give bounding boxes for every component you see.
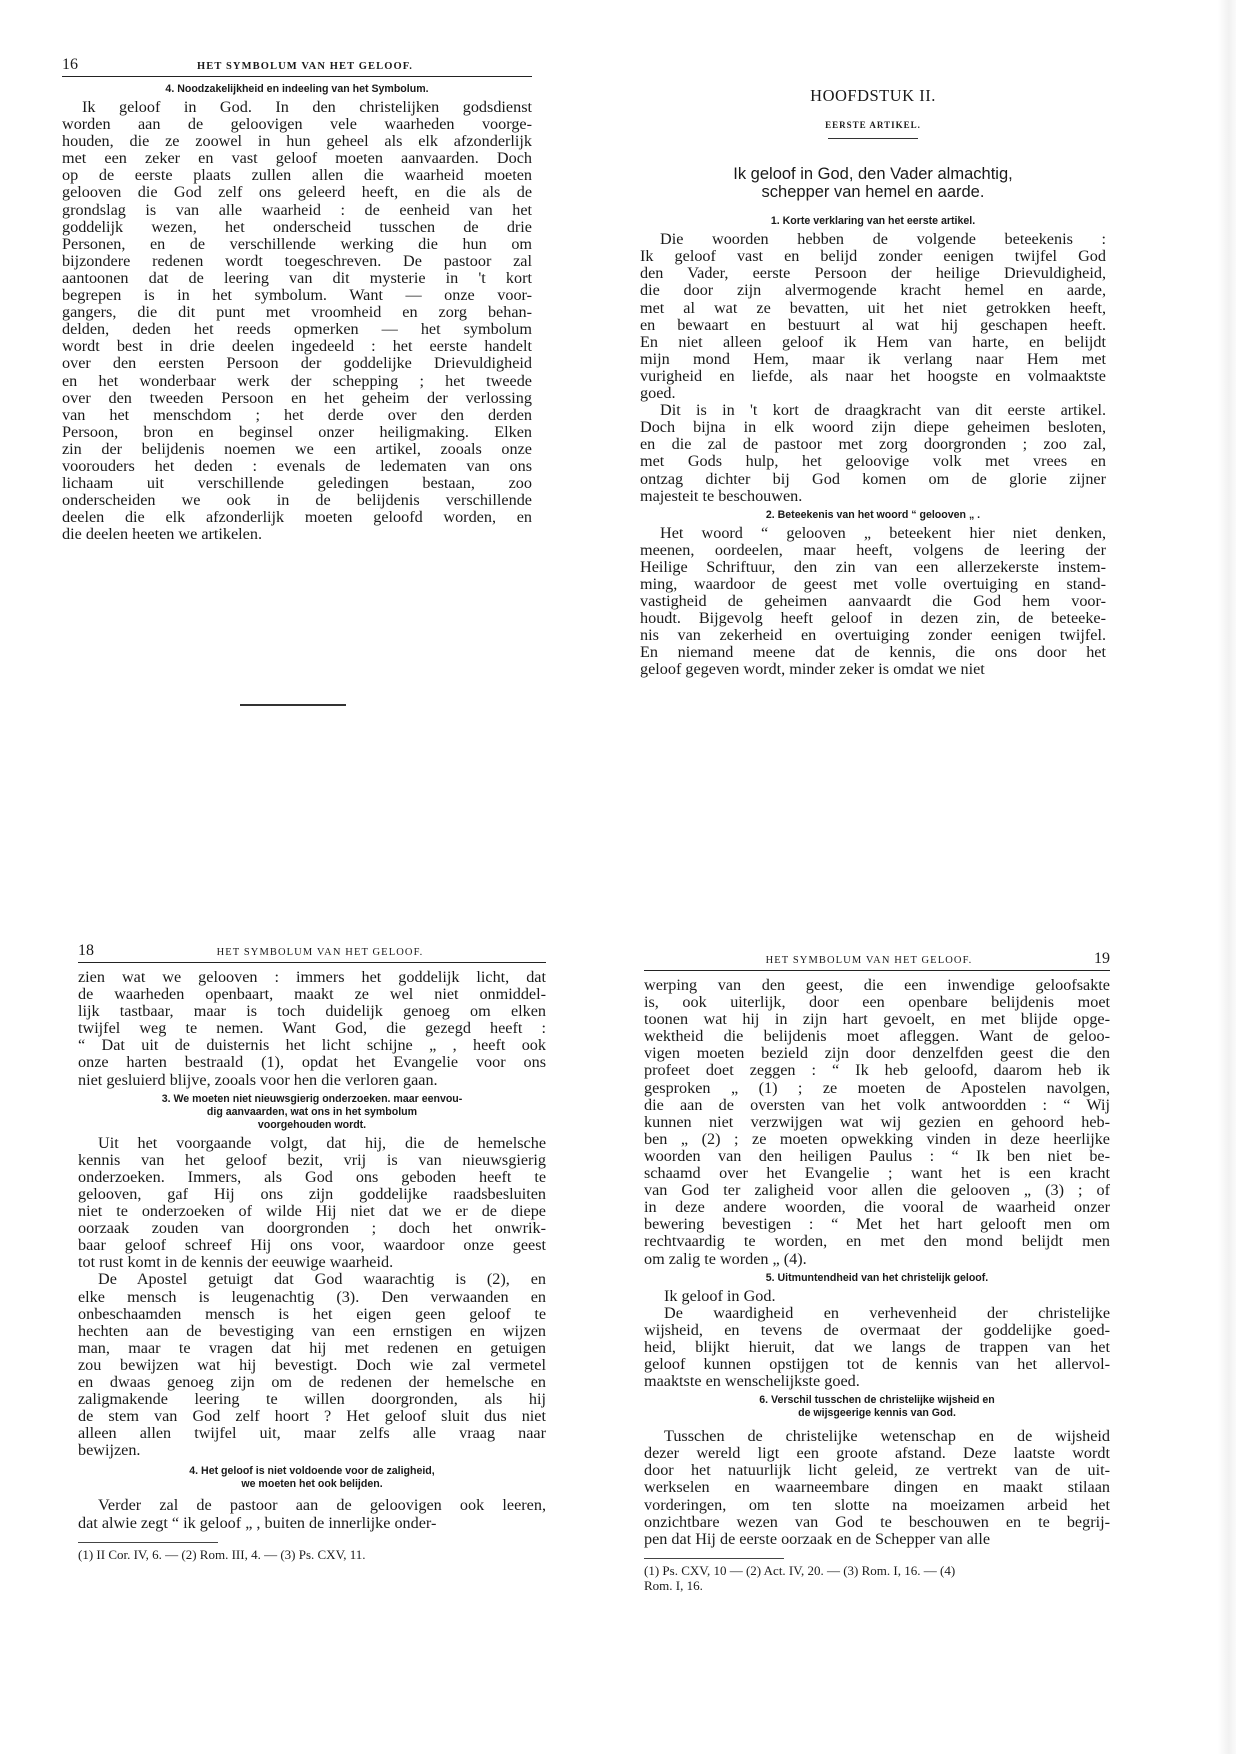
- page-18: [78, 942, 546, 1562]
- text-line: Het woord “ gelooven „ beteekent hier niet denken,: [660, 523, 1106, 542]
- text-line: niet gesluierd blijve, zooals voor hen die verloren gaan.: [78, 1070, 438, 1089]
- text-line: vurigheid en liefde, als naar het hoogste en volmaaktste: [640, 366, 1106, 385]
- body-text: [644, 1305, 1110, 1390]
- text-line: Uit het voorgaande volgt, dat hij, die de hemelsche: [98, 1133, 546, 1152]
- text-line: met een zeker en vast geloof moeten aanvaarden. Doch: [62, 149, 532, 168]
- text-line: elke mensch is leugenachtig (3). Den verwaanden en: [78, 1287, 546, 1306]
- text-line: is, ook uiterlijk, door een openbare belijdenis moet: [644, 993, 1110, 1012]
- text-line: mijn mond Hem, maar ik verlang naar Hem met: [640, 349, 1106, 368]
- text-line: die deelen heeten we artikelen.: [62, 525, 262, 544]
- body-text: [78, 1135, 546, 1272]
- running-head-title: HET SYMBOLUM VAN HET GELOOF.: [765, 955, 973, 966]
- text-line: van God ter zaligheid voor allen die gelooven „ (3) ; of: [644, 1181, 1110, 1200]
- text-line: in deze andere woorden, die vooral de waarheid onzer: [644, 1198, 1110, 1217]
- text-line: van het menschdom ; het derde over den derden: [62, 405, 532, 424]
- page-number: 18: [78, 942, 94, 959]
- footnote-line: (1) Ps. CXV, 10 — (2) Act. IV, 20. — (3) Rom. I, 16. — (4): [644, 1562, 956, 1578]
- text-line: Ik geloof vast en belijd zonder eenigen twijfel God: [640, 247, 1106, 266]
- text-line: kennis van het geloof bezit, vrij is van nieuwsgierig: [78, 1150, 546, 1169]
- footnote-rule: [78, 1542, 218, 1543]
- text-line: die aan de oversten van het volk antwoordden : “ Wij: [644, 1095, 1110, 1114]
- text-line: kunnen niet verzwijgen wat wij gezien en gehoord heb-: [644, 1112, 1110, 1131]
- section-heading: 5. Uitmuntendheid van het christelijk geloof.: [765, 1271, 989, 1284]
- section-heading: 1. Korte verklaring van het eerste artikel.: [770, 215, 976, 228]
- section-heading: 4. Noodzakelijkheid en indeeling van het Symbolum.: [165, 83, 429, 95]
- running-head: [78, 942, 546, 963]
- text-line: majesteit te beschouwen.: [640, 486, 803, 505]
- page-edge-shadow: [1218, 0, 1236, 1754]
- text-line: gesproken „ (1) ; ze moeten de Apostelen navolgen,: [644, 1078, 1110, 1097]
- text-line: Ik geloof in God.: [664, 1286, 776, 1305]
- text-line: onderscheiden we ook in de belijdenis verschillende: [62, 491, 532, 510]
- section-heading-line: we moeten het ook belijden.: [241, 1478, 383, 1491]
- text-line: Tusschen de christelijke wetenschap en de wijsheid: [664, 1427, 1110, 1446]
- text-line: worden aan de geloovigen vele waarheden voorge-: [62, 115, 532, 134]
- text-line: dat alwie zegt “ ik geloof „ , buiten de innerlijke onder-: [78, 1513, 437, 1532]
- text-line: Persoon, bron en beginsel onzer heiligmaking. Elken: [62, 422, 532, 441]
- body-text: [640, 231, 1106, 402]
- article-heading-line: schepper van hemel en aarde.: [761, 183, 985, 202]
- page-19: [644, 950, 1110, 1593]
- text-line: bewijzen.: [78, 1441, 141, 1460]
- end-rule: [240, 704, 346, 706]
- text-line: met al wat ze bevatten, uit het niet getrokken heeft,: [640, 298, 1106, 317]
- text-line: met Gods hulp, het geloovige volk met vrees en: [640, 452, 1106, 471]
- text-line: De Apostel getuigt dat God waarachtig is (2), en: [98, 1270, 546, 1289]
- text-line: goddelijk wezen, het onderscheid tusschen de drie: [62, 217, 532, 236]
- running-head-title: HET SYMBOLUM VAN HET GELOOF.: [216, 947, 424, 958]
- text-line: onzichtbare wezen van God te beschouwen en te begrij-: [644, 1512, 1110, 1531]
- divider: [828, 138, 918, 139]
- footnote-area: [78, 1542, 546, 1562]
- text-line: ontzag dichter bij God komen om de glorie zijner: [640, 469, 1106, 488]
- text-line: en dwaas genoeg zijn om de redenen der hemelsche en: [78, 1372, 546, 1391]
- page-number: 19: [1094, 950, 1110, 967]
- text-line: begrepen is in het symbolum. Want — onze voor-: [62, 286, 532, 305]
- text-line: oorzaak zouden van doorgronden ; doch het onwrik-: [78, 1219, 546, 1238]
- text-line: houden, die ze zoowel in hun geheel als elk afzonderlijk: [62, 132, 532, 151]
- body-text: [644, 977, 1110, 1268]
- body-text: [62, 99, 532, 543]
- text-line: Doch bijna in elk woord zijn diepe geheimen besloten,: [640, 418, 1106, 437]
- section-heading-line: 3. We moeten niet nieuwsgierig onderzoeken. maar eenvou-: [161, 1092, 463, 1105]
- text-line: Ik geloof in God. In den christelijken godsdienst: [82, 98, 532, 116]
- footnote-area: [644, 1558, 1110, 1593]
- text-line: werping van den geest, die een inwendige geloofsakte: [644, 976, 1110, 994]
- text-line: tot rust komt in de kennis der eeuwige waarheid.: [78, 1253, 394, 1272]
- footnote-rule: [644, 1558, 784, 1559]
- text-line: zien wat we gelooven : immers het goddelijk licht, dat: [78, 968, 546, 986]
- text-line: vastigheid de geheimen aanvaardt die God hem voor-: [640, 592, 1106, 611]
- text-line: En niemand meene dat de kennis, die ons door het: [640, 643, 1106, 662]
- text-line: geloof gegeven wordt, minder zeker is omdat we niet: [640, 660, 985, 679]
- text-line: Personen, en de verschillende werking die hun om: [62, 234, 532, 253]
- text-line: lijk tastbaar, maar is toch duidelijk genoeg om elken: [78, 1002, 546, 1021]
- text-line: schaamd over het Evangelie ; want het is een kracht: [644, 1164, 1110, 1183]
- text-line: baar geloof schreef Hij ons voor, waardoor onze geest: [78, 1236, 546, 1255]
- text-line: pen dat Hij de eerste oorzaak en de Schepper van alle: [644, 1529, 991, 1548]
- section-heading: [644, 1394, 1110, 1420]
- text-line: gangers, die dit punt met vroomheid en zorg behan-: [62, 303, 532, 322]
- chapter-title: HOOFDSTUK II.: [810, 86, 936, 105]
- section-heading-line: de wijsgeerige kennis van God.: [798, 1407, 956, 1420]
- section-heading: 2. Beteekenis van het woord “ gelooven „ .: [765, 508, 981, 521]
- page-16: [62, 56, 532, 543]
- body-text: [78, 1497, 546, 1531]
- article-heading: [640, 165, 1106, 201]
- text-line: geloof kunnen opstijgen tot de kennis van het allervol-: [644, 1354, 1110, 1373]
- text-line: rechtvaardig te worden, en met den mond belijdt men: [644, 1232, 1110, 1251]
- text-line: op de eerste plaats zullen allen die waarheid moeten: [62, 166, 532, 185]
- text-line: wordt best in drie deelen ingedeeld : het eerste handelt: [62, 337, 532, 356]
- section-heading-line: dig aanvaarden, wat ons in het symbolum: [206, 1105, 418, 1118]
- text-line: die door zijn alvermogende kracht hemel en aarde,: [640, 281, 1106, 300]
- footnote: [644, 1563, 1110, 1593]
- text-line: lichaam uit verschillende geledingen bestaan, zoo: [62, 474, 532, 493]
- text-line: zou bewijzen wat hij bevestigt. Doch wie zal vermetel: [78, 1355, 546, 1374]
- body-text: [644, 1288, 1110, 1305]
- text-line: vorderingen, om ten slotte na moeizamen arbeid het: [644, 1495, 1110, 1514]
- article-heading-line: Ik geloof in God, den Vader almachtig,: [733, 165, 1013, 184]
- running-head-title: HET SYMBOLUM VAN HET GELOOF.: [196, 61, 414, 72]
- section-heading-line: 6. Verschil tusschen de christelijke wijsheid en: [759, 1394, 995, 1407]
- text-line: De waardigheid en verhevenheid der christelijke: [664, 1303, 1110, 1322]
- body-text: [78, 1271, 546, 1459]
- text-line: “ Dat uit de duisternis het licht schijne „ , heeft ook: [78, 1036, 546, 1055]
- text-line: en die zal de pastoor met zorg doorgronden ; zoo zal,: [640, 435, 1106, 454]
- running-head: [62, 56, 532, 77]
- text-line: alleen allen twijfel uit, maar zelfs alle vraag naar: [78, 1424, 546, 1443]
- text-line: en het wonderbaar werk der schepping ; het tweede: [62, 371, 532, 390]
- text-line: wijsheid, en tevens de overmaat der goddelijke goed-: [644, 1320, 1110, 1339]
- text-line: zin der belijdenis noemen we een artikel, zooals onze: [62, 439, 532, 458]
- text-line: maaktste en wenschelijkste goed.: [644, 1372, 860, 1391]
- text-line: over den tweeden Persoon en het geheim der verlossing: [62, 388, 532, 407]
- running-head: [644, 950, 1110, 971]
- text-line: de waarheden openbaart, maakt ze wel niet onmiddel-: [78, 985, 546, 1004]
- footnote-line: Rom. I, 16.: [644, 1577, 703, 1593]
- text-line: En niet alleen geloof ik Hem van harte, en belijdt: [640, 332, 1106, 351]
- text-line: over den eersten Persoon der goddelijke Drievuldigheid: [62, 354, 532, 373]
- text-line: Heilige Schriftuur, den zin van een allerzekerste instem-: [640, 557, 1106, 576]
- text-line: gelooven die God zelf ons geleerd heeft, en die als de: [62, 183, 532, 202]
- text-line: grondslag is van alle waarheid : de eenheid van het: [62, 200, 532, 219]
- text-line: bewering bevestigen : “ Met het hart gelooft men om: [644, 1215, 1110, 1234]
- page-number: 16: [62, 56, 78, 73]
- text-line: gelooven, gaf Hij ons zijn goddelijke raadsbesluiten: [78, 1184, 546, 1203]
- text-line: ben „ (2) ; ze moeten opwekking vinden in deze heerlijke: [644, 1129, 1110, 1148]
- text-line: delden, deden het reeds opmerken — het symbolum: [62, 320, 532, 339]
- text-line: heid, blijkt hieruit, dat we langs de trappen van het: [644, 1337, 1110, 1356]
- section-heading-line: 4. Het geloof is niet voldoende voor de zaligheid,: [189, 1465, 435, 1478]
- footnote: (1) II Cor. IV, 6. — (2) Rom. III, 4. — (3) Ps. CXV, 11.: [78, 1546, 366, 1562]
- text-line: dezer wereld ligt een groote afstand. Deze laatste wordt: [644, 1444, 1110, 1463]
- text-line: Die woorden hebben de volgende beteekenis :: [660, 230, 1106, 249]
- text-line: ming, waardoor de geest met volle overtuiging en stand-: [640, 574, 1106, 593]
- body-text: [644, 1428, 1110, 1548]
- text-line: onderzoeken. Immers, als God ons geboden heeft te: [78, 1167, 546, 1186]
- text-line: de stem van God zelf hoort ? Het geloof sluit dus niet: [78, 1407, 546, 1426]
- text-line: door het natuurlijk licht geleid, ze vertrekt van de uit-: [644, 1461, 1110, 1480]
- text-line: zaligmakende leering te willen doorgronden, als hij: [78, 1390, 546, 1409]
- text-line: niet te onderzoeken of wilde Hij niet dat we er de diepe: [78, 1202, 546, 1221]
- text-line: profeet doet zeggen : “ Ik heb geloofd, daarom heb ik: [644, 1061, 1110, 1080]
- body-text: [78, 969, 546, 1089]
- section-heading-line: voorgehouden wordt.: [257, 1118, 367, 1131]
- text-line: goed.: [640, 384, 676, 403]
- text-line: werkselen en waarneembare dingen en maakt stilaan: [644, 1478, 1110, 1497]
- text-line: voorouders het deden : evenals de ledematen van ons: [62, 456, 532, 475]
- article-title: EERSTE ARTIKEL.: [825, 120, 921, 130]
- text-line: woorden van den heiligen Paulus : “ Ik ben niet be-: [644, 1146, 1110, 1165]
- section-heading: [78, 1465, 546, 1491]
- body-text: [640, 525, 1106, 679]
- text-line: Dit is in 't kort de draagkracht van dit eerste artikel.: [660, 401, 1106, 420]
- text-line: meenen, oordeelen, maar heeft, volgens de leering der: [640, 540, 1106, 559]
- text-line: vigen moeten bezield zijn door denzelfden geest die den: [644, 1044, 1110, 1063]
- text-line: bijzondere redenen wordt toegeschreven. De pastoor zal: [62, 251, 532, 270]
- text-line: twijfel weg te nemen. Want God, die gezegd heeft :: [78, 1019, 546, 1038]
- page-17: [640, 86, 1106, 679]
- text-line: om zalig te worden „ (4).: [644, 1249, 807, 1268]
- text-line: aantoonen dat de leering van dit mysterie in 't kort: [62, 268, 532, 287]
- text-line: man, maar te vragen dat hij met redenen en getuigen: [78, 1338, 546, 1357]
- text-line: Verder zal de pastoor aan de geloovigen ook leeren,: [98, 1496, 546, 1515]
- text-line: onze harten bestraald (1), opdat het Evangelie voor ons: [78, 1053, 546, 1072]
- text-line: wektheid die belijdenis moet afleggen. Want de geloo-: [644, 1027, 1110, 1046]
- text-line: nis van zekerheid en overtuiging zonder eenigen twijfel.: [640, 626, 1106, 645]
- text-line: onbeschaamden mensch is het eigen geen geloof te: [78, 1304, 546, 1323]
- text-line: toonen wat hij in zijn hart gevoelt, en met blijde opge-: [644, 1010, 1110, 1029]
- text-line: den Vader, eerste Persoon der heilige Drievuldigheid,: [640, 264, 1106, 283]
- section-heading: [78, 1093, 546, 1132]
- body-text: [640, 402, 1106, 505]
- text-line: houdt. Bijgevolg heeft geloof in dezen zin, de beteeke-: [640, 609, 1106, 628]
- text-line: en bewaart en bestuurt al wat hij geschapen heeft.: [640, 315, 1106, 334]
- text-line: deelen die elk afzonderlijk moeten geloofd worden, en: [62, 508, 532, 527]
- text-line: hechten aan de bevestiging van een ernstigen en wijzen: [78, 1321, 546, 1340]
